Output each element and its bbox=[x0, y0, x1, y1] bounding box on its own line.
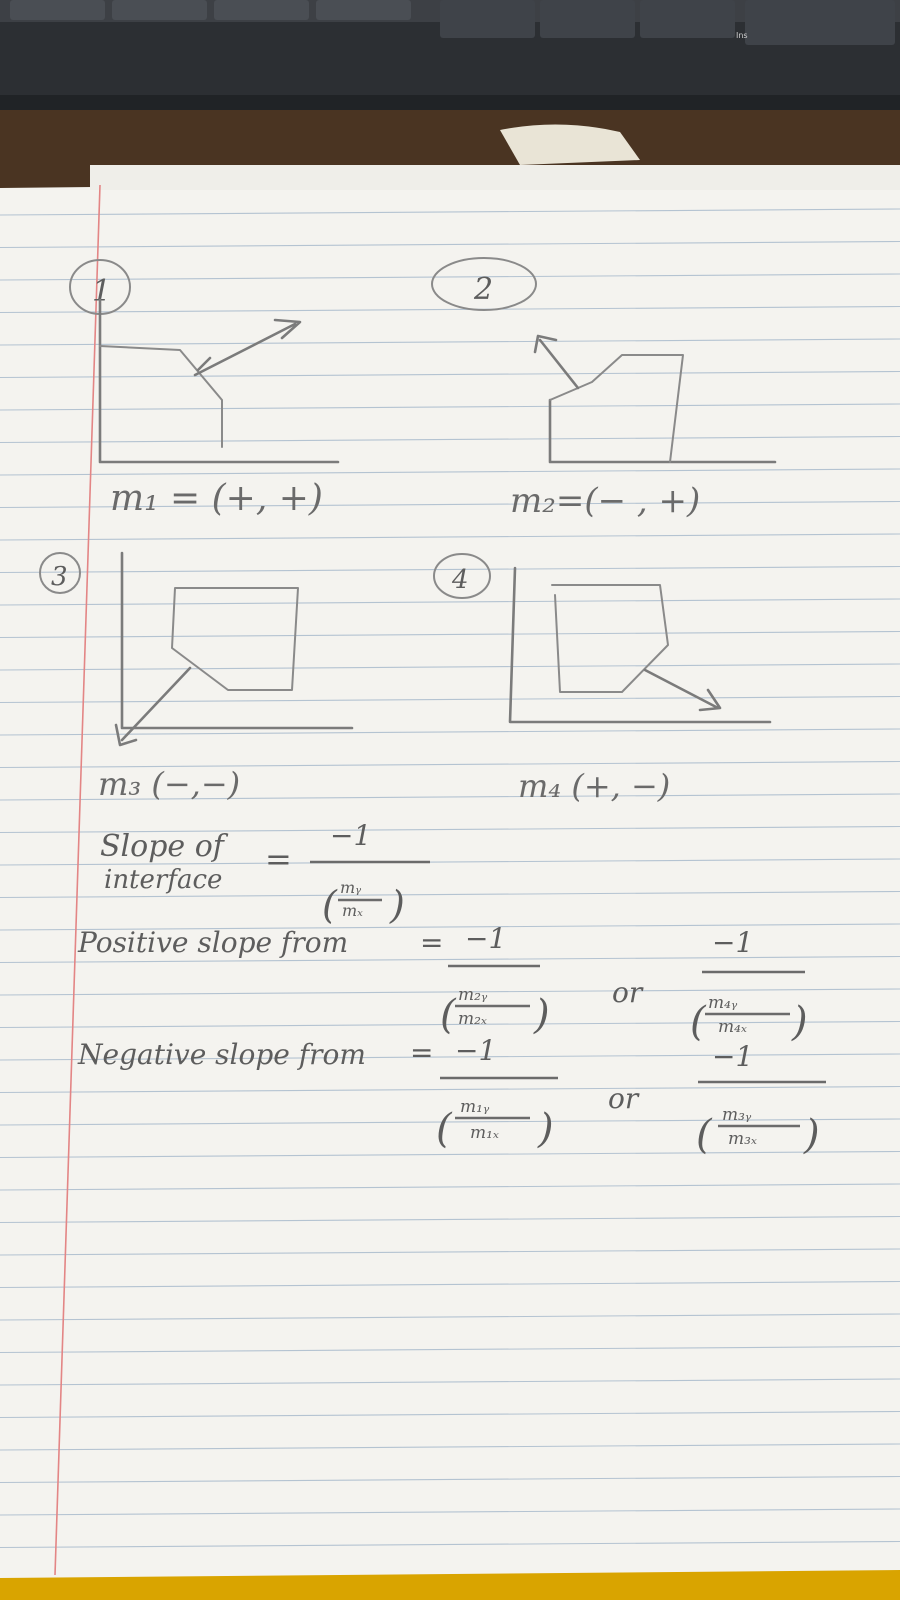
positive-b-minus-one: −1 bbox=[712, 926, 754, 959]
general-equals: = bbox=[265, 840, 292, 878]
negative-b-num: m₃ᵧ bbox=[722, 1105, 752, 1125]
positive-b-den: m₄ₓ bbox=[718, 1017, 747, 1037]
positive-b-paren-close: ) bbox=[792, 999, 808, 1045]
sketch-3-number: 3 bbox=[51, 562, 68, 592]
negative-a-minus-one: −1 bbox=[455, 1034, 497, 1067]
general-minus-one: −1 bbox=[330, 819, 372, 852]
negative-label: Negative slope from bbox=[78, 1038, 366, 1071]
negative-b-minus-one: −1 bbox=[712, 1040, 754, 1073]
negative-or: or bbox=[608, 1082, 639, 1115]
positive-a-paren-close: ) bbox=[534, 992, 550, 1038]
sketch-2-number: 2 bbox=[474, 272, 494, 307]
sketch-4-label: m₄ (+, −) bbox=[518, 767, 671, 805]
sketch-1-number: 1 bbox=[92, 274, 112, 309]
paper-back-sheet bbox=[90, 165, 900, 190]
positive-b-num: m₄ᵧ bbox=[708, 993, 738, 1013]
negative-b-paren-open: ( bbox=[696, 1112, 712, 1158]
positive-or: or bbox=[612, 976, 643, 1009]
sketch-3-label: m₃ (−,−) bbox=[98, 765, 241, 803]
general-paren-open: ( bbox=[322, 883, 337, 927]
slope-label-line2: interface bbox=[104, 865, 223, 895]
positive-a-paren-open: ( bbox=[440, 992, 456, 1038]
keyboard-key-label: Ins bbox=[736, 31, 748, 40]
general-inner-num: mᵧ bbox=[340, 878, 362, 897]
negative-a-paren-open: ( bbox=[436, 1106, 452, 1152]
sketch-1-label: m₁ = (+, +) bbox=[110, 478, 323, 519]
negative-b-den: m₃ₓ bbox=[728, 1129, 757, 1149]
positive-a-minus-one: −1 bbox=[465, 922, 507, 955]
negative-b-paren-close: ) bbox=[804, 1112, 820, 1158]
slope-label-line1: Slope of bbox=[100, 829, 224, 864]
general-paren-close: ) bbox=[390, 883, 405, 927]
sketch-2-label: m₂=(− , +) bbox=[510, 481, 701, 521]
positive-a-num: m₂ᵧ bbox=[458, 985, 488, 1005]
positive-b-paren-open: ( bbox=[690, 999, 706, 1045]
negative-equals: = bbox=[410, 1036, 434, 1069]
negative-a-den: m₁ₓ bbox=[470, 1123, 499, 1143]
positive-equals: = bbox=[420, 926, 444, 959]
negative-a-paren-close: ) bbox=[538, 1106, 554, 1152]
positive-a-den: m₂ₓ bbox=[458, 1009, 487, 1029]
sketch-4-number: 4 bbox=[452, 565, 469, 595]
negative-a-num: m₁ᵧ bbox=[460, 1097, 490, 1117]
general-inner-den: mₓ bbox=[342, 901, 363, 920]
positive-label: Positive slope from bbox=[78, 926, 349, 959]
